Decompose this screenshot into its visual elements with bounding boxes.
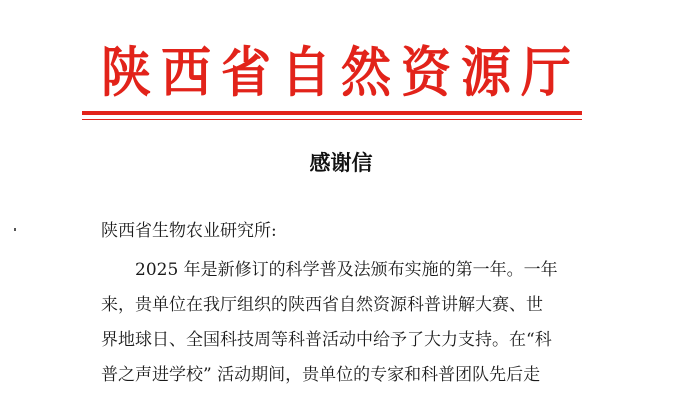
body-line: 普之声进学校” 活动期间，贵单位的专家和科普团队先后走 [101,365,541,385]
letterhead-rule-thin [82,119,582,120]
body-line: 2025 年是新修订的科学普及法颁布实施的第一年。一年 [135,260,558,280]
scan-mark [14,228,16,231]
body-line: 界地球日、全国科技周等科普活动中给予了大力支持。在“科 [101,330,552,350]
letterhead-org-name: 陕西省自然资源厅 [101,41,581,104]
letterhead-rule-thick [82,111,582,115]
body-line: 来，贵单位在我厅组织的陕西省自然资源科普讲解大赛、世 [101,295,543,315]
salutation: 陕西省生物农业研究所: [101,221,277,241]
document-title: 感谢信 [309,150,373,175]
